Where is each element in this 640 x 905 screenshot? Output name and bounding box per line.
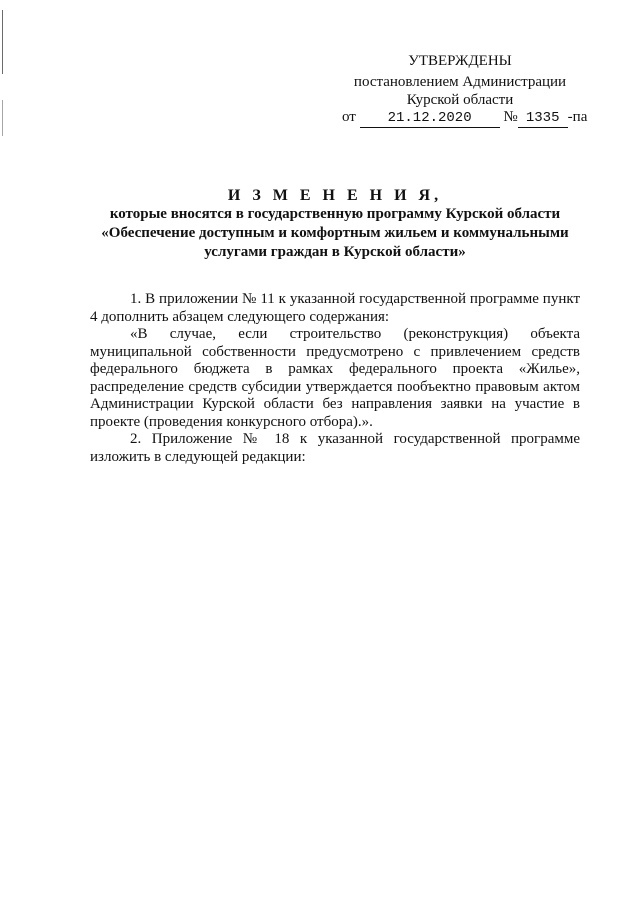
document-body — [90, 291, 580, 466]
paragraph-1: 1. В приложении № 11 к указанной государственной программе пункт 4 дополнить абзацем следующего содержания: — [90, 291, 580, 325]
approval-date: 21.12.2020 — [360, 109, 500, 128]
number-label: № — [503, 109, 518, 125]
approval-line-2: Курской области — [406, 92, 514, 108]
heading-line-3: услугами граждан в Курской области» — [204, 244, 466, 260]
scan-edge-mark — [2, 100, 3, 136]
document-heading — [90, 186, 580, 262]
paragraph-3: 2. Приложение № 18 к указанной государственной программе изложить в следующей редакции: — [90, 431, 580, 465]
heading-line-2: «Обеспечение доступным и комфортным жильем и коммунальными — [101, 225, 569, 241]
heading-line-1: которые вносятся в государственную программу Курской области — [109, 206, 561, 222]
approval-title: УТВЕРЖДЕНЫ — [408, 53, 512, 69]
heading-title: И З М Е Н Е Н И Я, — [227, 187, 443, 204]
approval-number: 1335 — [518, 109, 568, 128]
date-prefix: от — [342, 109, 356, 125]
number-suffix: -па — [567, 109, 588, 125]
approval-date-line — [342, 108, 602, 128]
scan-edge-mark — [2, 10, 3, 74]
approval-line-1: постановлением Администрации — [353, 74, 567, 90]
paragraph-2: «В случае, если строительство (реконструкция) объекта муниципальной собственности предусмотрено с привлечением средств федерального бюджета в рамках федерального проекта «Жилье», распределение средств субсидии утверждается пообъектно правовым актом Администрации Курской области без направления заявки на участие в проекте (проведения конкурсного отбора).». — [90, 326, 580, 430]
approval-block — [330, 52, 590, 126]
